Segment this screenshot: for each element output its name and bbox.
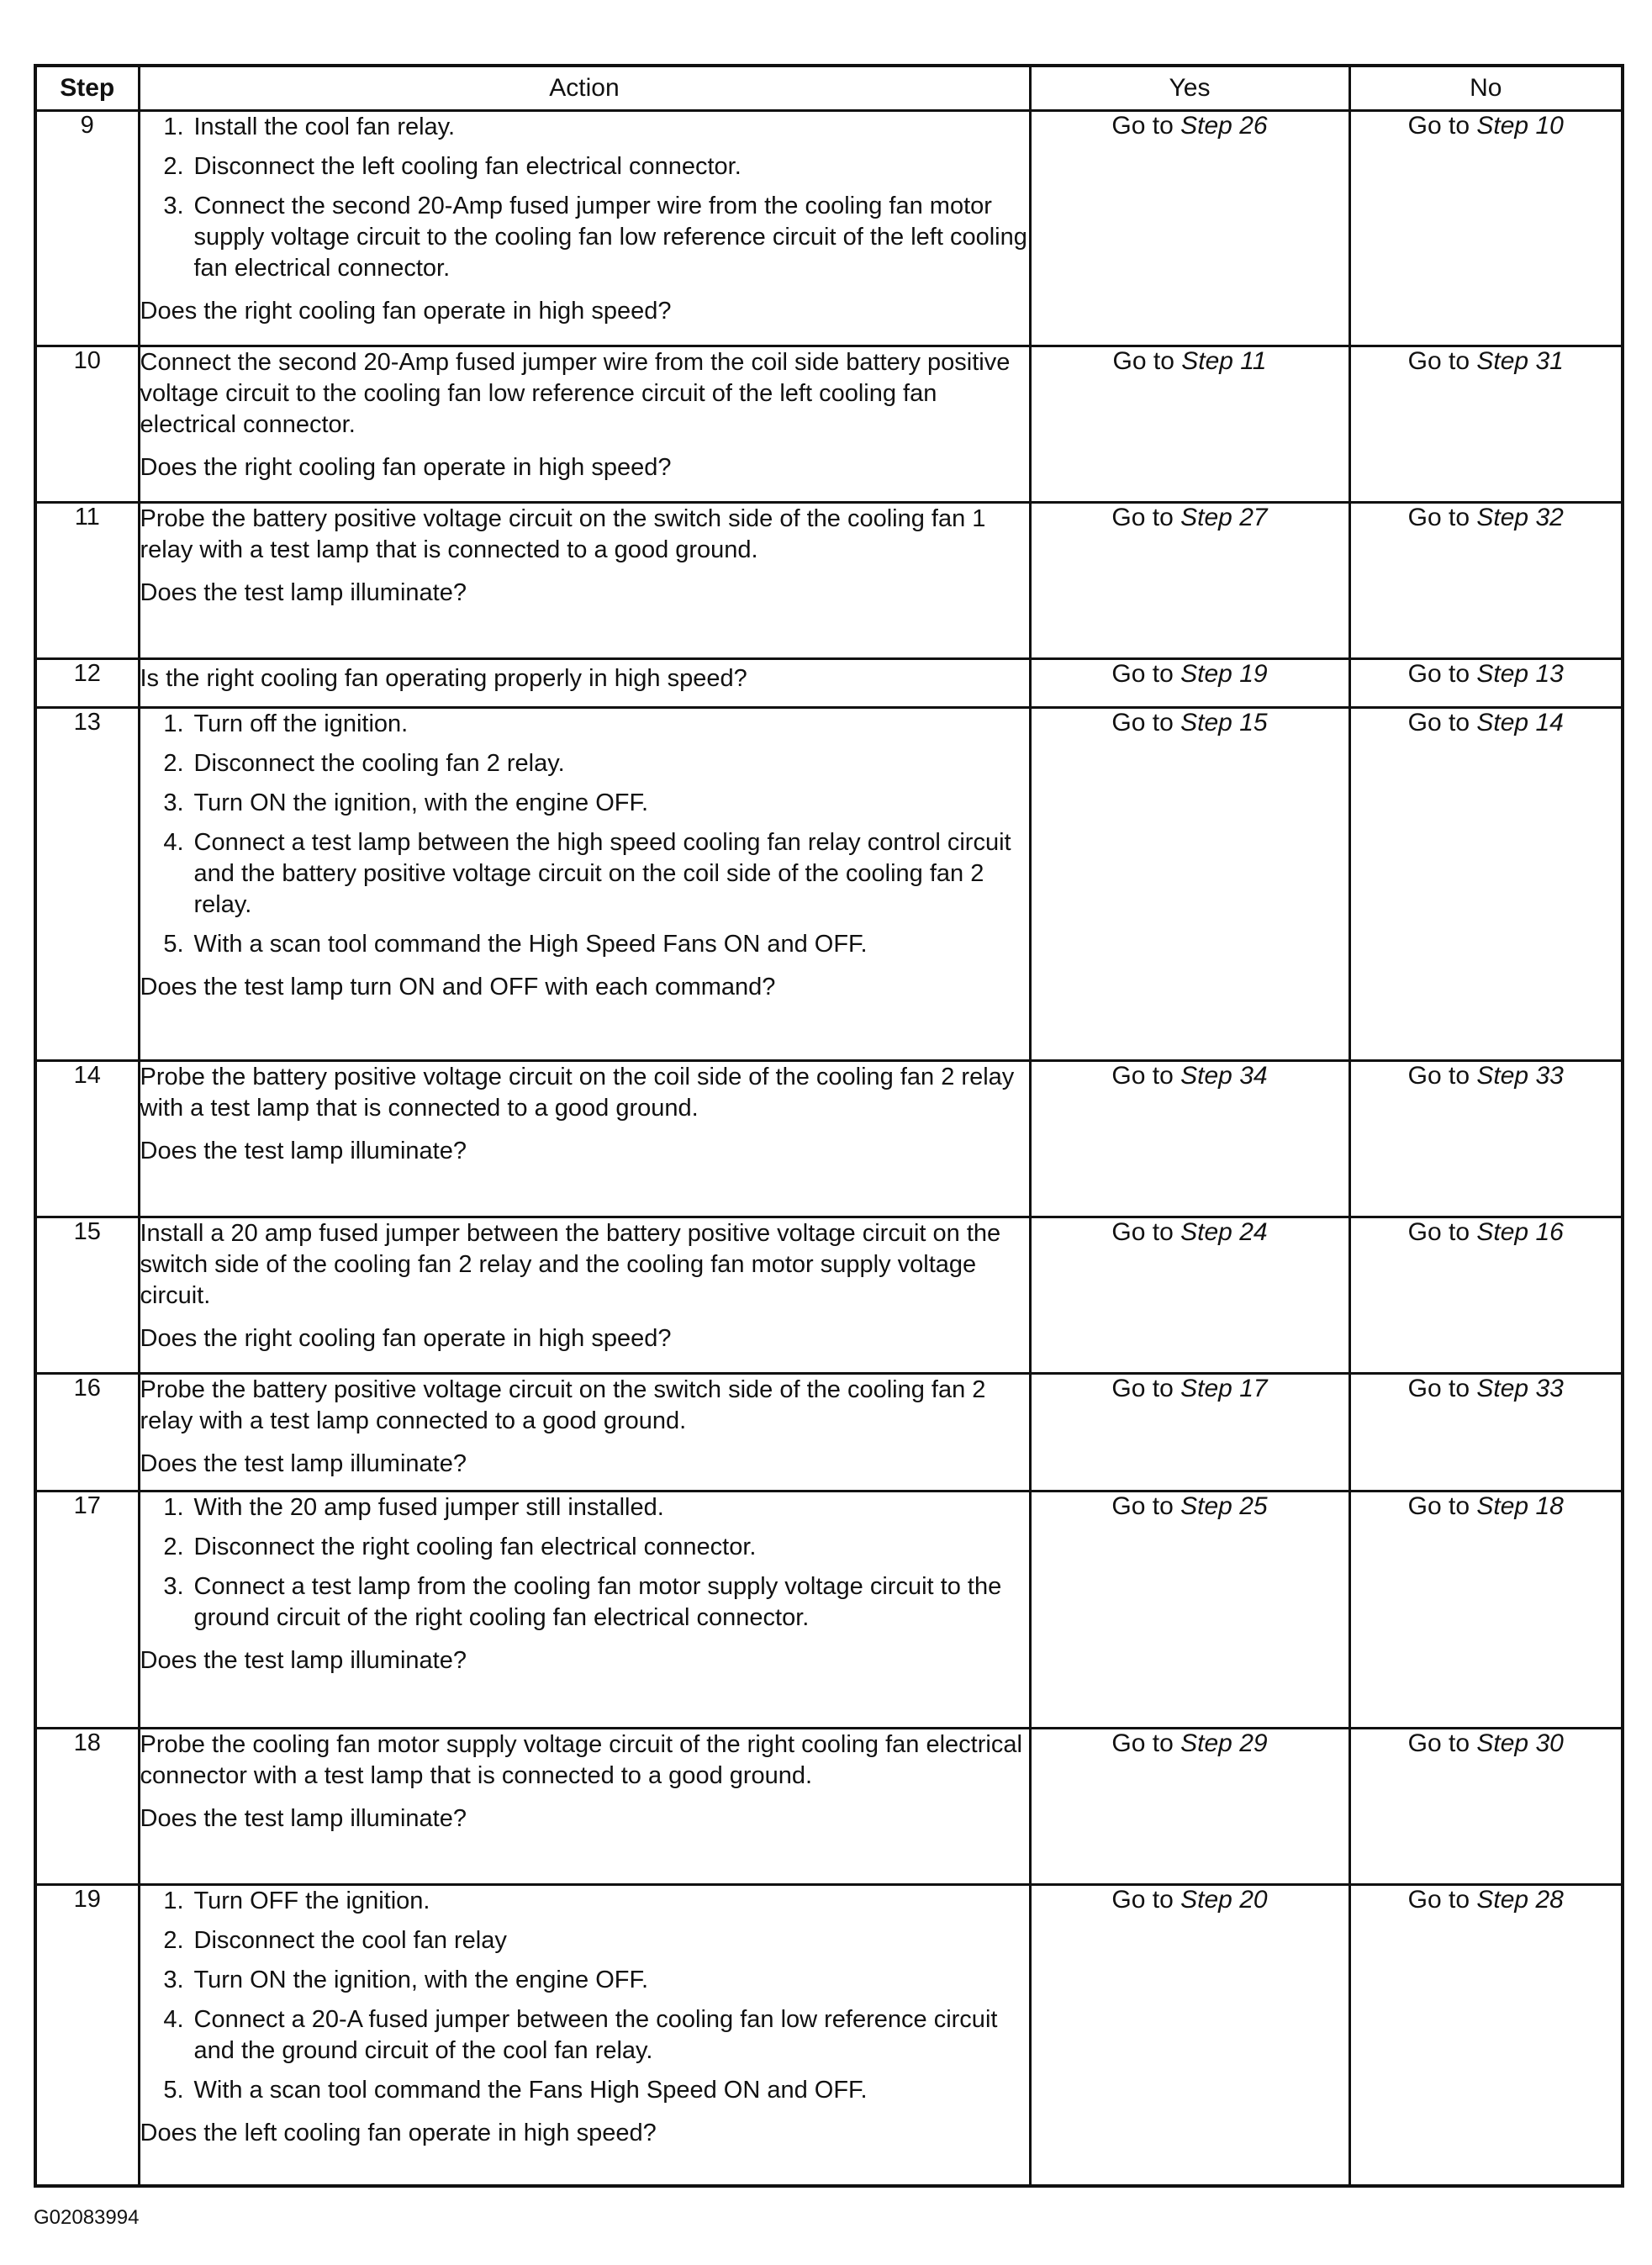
goto-step-target: Step 16 [1476,1218,1564,1246]
no-outcome [1349,659,1623,708]
goto-prefix: Go to [1407,1062,1470,1090]
list-item [140,1571,1029,1634]
goto-step-target: Step 28 [1476,1886,1564,1914]
header-no: No [1349,66,1623,111]
goto-step-target: Step 32 [1476,504,1564,531]
action-instruction: Probe the cooling fan motor supply voltage circuit of the right cooling fan electrical connector with a test lamp that is connected to a good ground. [140,1731,1022,1789]
goto-step-target: Step 33 [1476,1375,1564,1402]
goto-prefix: Go to [1111,504,1174,531]
action-instruction: Install a 20 amp fused jumper between the battery positive voltage circuit on the switch side of the cooling fan 2 relay and the cooling fan motor supply voltage circuit. [140,1220,1001,1309]
goto-prefix: Go to [1112,347,1174,375]
list-item-number: 3. [163,193,184,219]
action-content [140,1375,1029,1480]
step-number: 12 [35,659,139,708]
list-item-text: Disconnect the cool fan relay [193,1927,507,1954]
goto-step-target: Step 14 [1476,709,1564,737]
goto-prefix: Go to [1407,1492,1470,1520]
goto-prefix: Go to [1407,112,1470,140]
list-item-text: Connect the second 20-Amp fused jumper wire from the cooling fan motor supply voltage circuit to the cooling fan low reference circuit of the left cooling fan electrical connector. [193,193,1027,282]
action-cell [139,1492,1030,1729]
yes-outcome [1030,1217,1349,1374]
figure-id: G02083994 [34,2206,140,2229]
action-cell [139,708,1030,1061]
yes-outcome [1030,1374,1349,1492]
action-cell [139,659,1030,708]
action-content [140,112,1029,327]
action-content [140,660,1029,694]
goto-prefix: Go to [1407,1886,1470,1914]
list-item [140,191,1029,284]
list-item-number: 2. [163,1534,184,1560]
table-row [35,111,1623,346]
list-item [140,1925,1029,1956]
action-instruction: Probe the battery positive voltage circuit on the switch side of the cooling fan 2 relay with a test lamp connected to a good ground. [140,1376,986,1434]
list-item-text: Turn ON the ignition, with the engine OFF. [193,789,649,816]
list-item-number: 5. [163,2077,184,2104]
action-question: Does the test lamp illuminate? [140,1138,467,1164]
goto-step-target: Step 15 [1180,709,1268,737]
goto-yes-link [1113,347,1267,375]
goto-yes-link [1111,1218,1267,1246]
list-item [140,788,1029,819]
action-cell [139,1729,1030,1885]
goto-prefix: Go to [1111,1729,1174,1757]
list-item-number: 4. [163,829,184,856]
goto-prefix: Go to [1407,660,1470,688]
list-item [140,112,1029,143]
yes-outcome [1030,708,1349,1061]
no-outcome [1349,1729,1623,1885]
no-outcome [1349,346,1623,503]
goto-step-target: Step 30 [1476,1729,1564,1757]
action-content [140,709,1029,1003]
action-cell [139,503,1030,659]
table-row [35,1492,1623,1729]
list-item-number: 1. [163,1494,184,1521]
step-number: 11 [35,503,139,659]
list-item-text: Turn off the ignition. [193,710,409,737]
no-outcome [1349,1885,1623,2186]
action-question: Does the left cooling fan operate in high speed? [140,2120,657,2146]
goto-no-link [1408,112,1564,140]
no-outcome [1349,111,1623,346]
table-header-row [35,66,1623,111]
action-cell [139,1885,1030,2186]
goto-no-link [1408,1886,1564,1914]
no-outcome [1349,503,1623,659]
list-item [140,1492,1029,1523]
goto-yes-link [1111,660,1267,688]
action-question: Does the test lamp illuminate? [140,1805,467,1832]
goto-no-link [1408,504,1564,531]
list-item-text: Turn OFF the ignition. [193,1888,430,1914]
goto-prefix: Go to [1111,112,1174,140]
action-content [140,1886,1029,2149]
yes-outcome [1030,1061,1349,1217]
header-step: Step [35,66,139,111]
action-content [140,1062,1029,1167]
action-content [140,504,1029,609]
procedure-list [140,112,1029,293]
goto-step-target: Step 10 [1476,112,1564,140]
list-item-number: 3. [163,789,184,816]
goto-no-link [1408,347,1564,375]
action-cell [139,1217,1030,1374]
goto-no-link [1408,1062,1564,1090]
list-item [140,1532,1029,1563]
goto-step-target: Step 18 [1476,1492,1564,1520]
goto-yes-link [1111,1062,1267,1090]
table-row [35,503,1623,659]
goto-yes-link [1111,1729,1267,1757]
action-cell [139,1061,1030,1217]
list-item-text: Disconnect the left cooling fan electrical connector. [193,153,742,180]
yes-outcome [1030,659,1349,708]
goto-yes-link [1111,1886,1267,1914]
goto-prefix: Go to [1407,1218,1470,1246]
goto-no-link [1408,1492,1564,1520]
list-item-text: Connect a test lamp from the cooling fan motor supply voltage circuit to the ground circuit of the right cooling fan electrical connector. [193,1573,1002,1631]
yes-outcome [1030,503,1349,659]
list-item-text: With the 20 amp fused jumper still installed. [193,1494,664,1521]
list-item [140,748,1029,779]
list-item-text: Disconnect the cooling fan 2 relay. [193,750,565,777]
diagnostic-table [34,64,1624,2188]
action-question: Does the test lamp turn ON and OFF with each command? [140,974,776,1001]
goto-no-link [1408,1218,1564,1246]
procedure-list [140,1492,1029,1642]
list-item-text: With a scan tool command the Fans High Speed ON and OFF. [193,2077,868,2104]
table-row [35,1885,1623,2186]
yes-outcome [1030,346,1349,503]
step-number: 10 [35,346,139,503]
action-question: Does the test lamp illuminate? [140,579,467,606]
table-row [35,1729,1623,1885]
step-number: 14 [35,1061,139,1217]
goto-step-target: Step 33 [1476,1062,1564,1090]
action-question: Does the right cooling fan operate in high speed? [140,454,672,481]
list-item-text: Connect a test lamp between the high speed cooling fan relay control circuit and the battery positive voltage circuit on the coil side of the cooling fan 2 relay. [193,829,1011,918]
goto-step-target: Step 11 [1181,347,1267,375]
action-question: Does the test lamp illuminate? [140,1647,467,1674]
goto-step-target: Step 27 [1180,504,1268,531]
list-item-number: 3. [163,1573,184,1600]
goto-step-target: Step 25 [1180,1492,1268,1520]
no-outcome [1349,1061,1623,1217]
goto-yes-link [1111,1375,1267,1402]
step-number: 16 [35,1374,139,1492]
goto-step-target: Step 13 [1476,660,1564,688]
goto-step-target: Step 31 [1476,347,1564,375]
step-number: 15 [35,1217,139,1374]
goto-prefix: Go to [1407,504,1470,531]
no-outcome [1349,1492,1623,1729]
goto-step-target: Step 17 [1180,1375,1268,1402]
action-content [140,1729,1029,1835]
action-question: Is the right cooling fan operating properly in high speed? [140,665,747,692]
list-item [140,151,1029,182]
goto-yes-link [1111,709,1267,737]
action-question: Does the test lamp illuminate? [140,1450,467,1477]
list-item-number: 5. [163,931,184,958]
action-content [140,1218,1029,1354]
list-item [140,1886,1029,1917]
goto-step-target: Step 26 [1180,112,1268,140]
list-item-text: With a scan tool command the High Speed Fans ON and OFF. [193,931,868,958]
yes-outcome [1030,1492,1349,1729]
goto-step-target: Step 19 [1180,660,1268,688]
action-cell [139,346,1030,503]
list-item [140,2004,1029,2067]
step-number: 17 [35,1492,139,1729]
action-instruction: Connect the second 20-Amp fused jumper wire from the coil side battery positive voltage circuit to the cooling fan low reference circuit of the left cooling fan electrical connector. [140,349,1011,438]
list-item-text: Connect a 20-A fused jumper between the cooling fan low reference circuit and the ground circuit of the cool fan relay. [193,2006,998,2064]
yes-outcome [1030,111,1349,346]
goto-step-target: Step 24 [1180,1218,1268,1246]
step-number: 13 [35,708,139,1061]
header-action: Action [139,66,1030,111]
action-question: Does the right cooling fan operate in high speed? [140,298,672,325]
list-item-number: 4. [163,2006,184,2033]
procedure-list [140,1886,1029,2115]
goto-prefix: Go to [1111,1062,1174,1090]
table-row [35,659,1623,708]
goto-prefix: Go to [1111,1218,1174,1246]
table-row [35,708,1623,1061]
goto-no-link [1408,1729,1564,1757]
no-outcome [1349,1217,1623,1374]
table-body [35,111,1623,2186]
yes-outcome [1030,1885,1349,2186]
list-item-text: Disconnect the right cooling fan electrical connector. [193,1534,757,1560]
diagnostic-document [34,64,1621,2188]
action-instruction: Probe the battery positive voltage circuit on the switch side of the cooling fan 1 relay with a test lamp that is connected to a good ground. [140,505,986,563]
yes-outcome [1030,1729,1349,1885]
table-row [35,346,1623,503]
goto-prefix: Go to [1407,1375,1470,1402]
goto-prefix: Go to [1111,1492,1174,1520]
goto-yes-link [1111,1492,1267,1520]
action-content [140,1492,1029,1676]
goto-prefix: Go to [1407,347,1470,375]
goto-no-link [1408,1375,1564,1402]
list-item-number: 2. [163,1927,184,1954]
list-item-text: Turn ON the ignition, with the engine OFF. [193,1967,649,1993]
list-item [140,827,1029,921]
goto-step-target: Step 34 [1180,1062,1268,1090]
goto-prefix: Go to [1111,1886,1174,1914]
goto-prefix: Go to [1407,1729,1470,1757]
action-content [140,347,1029,483]
goto-prefix: Go to [1111,709,1174,737]
step-number: 9 [35,111,139,346]
header-yes: Yes [1030,66,1349,111]
action-instruction: Probe the battery positive voltage circuit on the coil side of the cooling fan 2 relay with a test lamp that is connected to a good ground. [140,1064,1015,1122]
table-row [35,1217,1623,1374]
list-item-text: Install the cool fan relay. [193,114,456,140]
list-item [140,2075,1029,2106]
list-item [140,709,1029,740]
goto-no-link [1408,709,1564,737]
action-cell [139,111,1030,346]
list-item-number: 1. [163,114,184,140]
goto-yes-link [1111,112,1267,140]
goto-step-target: Step 20 [1180,1886,1268,1914]
table-row [35,1374,1623,1492]
action-question: Does the right cooling fan operate in high speed? [140,1325,672,1352]
action-cell [139,1374,1030,1492]
list-item [140,1965,1029,1996]
list-item-number: 2. [163,750,184,777]
goto-no-link [1408,660,1564,688]
goto-prefix: Go to [1111,660,1174,688]
list-item [140,929,1029,960]
goto-prefix: Go to [1111,1375,1174,1402]
step-number: 19 [35,1885,139,2186]
goto-step-target: Step 29 [1180,1729,1268,1757]
list-item-number: 2. [163,153,184,180]
table-row [35,1061,1623,1217]
no-outcome [1349,708,1623,1061]
list-item-number: 1. [163,710,184,737]
list-item-number: 1. [163,1888,184,1914]
goto-yes-link [1111,504,1267,531]
goto-prefix: Go to [1407,709,1470,737]
step-number: 18 [35,1729,139,1885]
no-outcome [1349,1374,1623,1492]
list-item-number: 3. [163,1967,184,1993]
procedure-list [140,709,1029,969]
